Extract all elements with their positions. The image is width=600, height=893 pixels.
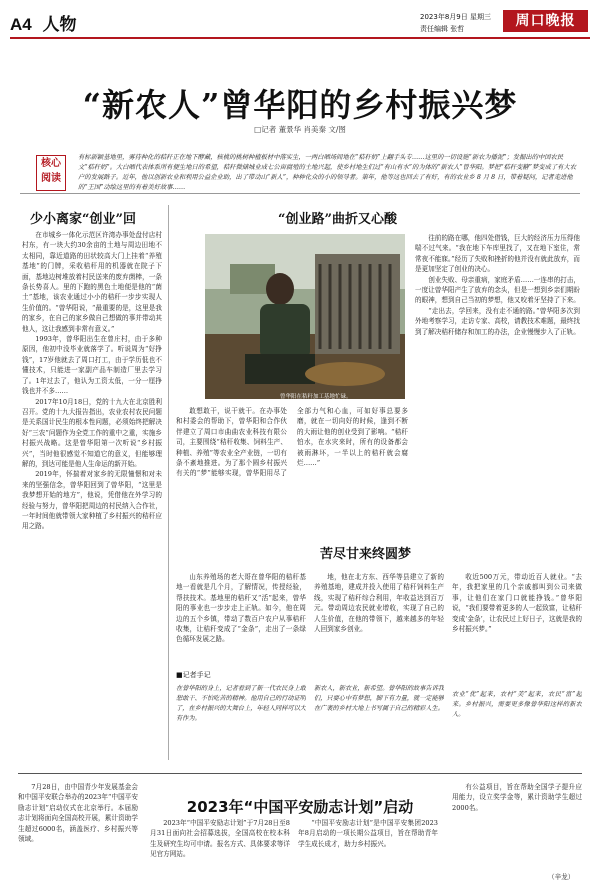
col1-paragraph: 2019年，怀揣着对家乡的无限憧憬和对未来的坚强信念，曾华阳回到了曾华阳，“这里是我梦想开始的地方”，他说，凭借他在外学习的经验与努力，曾华阳把周边的村民纳入合作社，一年时间他就带领大家种植了乡村振兴的秸秆应用之路。	[22, 470, 162, 531]
reporter-note-3: 农业“优”起来，农村“美”起来，农民“富”起来。乡村振兴，需要更多像曾华阳这样的新农人。	[452, 691, 582, 718]
col1-paragraph: 1993年，曾华阳出生在曾庄村，由于多种原因，他初中没毕业就落学了。听说周为“好挣钱”，17岁他就去了周口打工，由于学历低也不懂技术，只能进一家副产品车制造厂里去学习了。1年过去了，他认为工资太低，一分一厘挣钱也并不多……	[22, 335, 162, 396]
subhead-3: 苦尽甘来终圆梦	[320, 547, 412, 562]
bottom-mid-column-2	[298, 818, 438, 886]
responsible-editor: 责任编辑 张哲	[420, 25, 465, 33]
col1-paragraph: 2017年10月18日，党的十九大在北京胜利召开。党的十九大报告指出，农业农村农民问题是关系国计民生的根本性问题，必须始终把解决好“三农”问题作为全党工作的重中之重，实施乡村振兴战略。这是曾华阳第一次听说“乡村振兴”，当时他很感觉不知道它的意义，但能够理解的，到达可能是他人生命运的新开始。	[22, 397, 162, 468]
masthead-logo: 周口晚报	[503, 10, 588, 32]
column-6	[452, 572, 582, 682]
section-header	[10, 10, 76, 35]
header-rule	[10, 37, 590, 39]
page-number: A4	[10, 15, 32, 34]
column-4	[176, 572, 306, 662]
col4-paragraph: 山东养殖场的老大哥在曾华阳的秸秆基地一看就是几个月，了解情况，传授经验，帮扶技术。基地里的秸秆又“活”起来，曾华阳的事业也一步步走上正轨。如今，他在周边的五个乡镇，带动了数百户农户从事秸秆收集，让秸秆变成了“金条”，走出了一条绿色循环发展之路。	[176, 573, 306, 644]
bottom-mid-text-2: “中国平安励志计划”是中国平安集团2023年8月启动的一项长期公益项目，旨在帮助青年学生成长成才，助力乡村振兴。	[298, 819, 438, 848]
col5-paragraph: 地，他在北方东、西华等县建立了新的养殖基地，建成并投入使用了秸秆饲料生产线，实现了秸秆综合利用，年收益达到百万元。带动周边农民就业增收，实现了自己的人生价值，在他的带领下，越来越多的年轻人回到家乡创业。	[314, 573, 444, 634]
core-label-line2: 阅读	[41, 173, 61, 184]
intro-divider	[20, 193, 580, 194]
subhead-2: “创业路”曲折又心酸	[278, 212, 397, 227]
col1-paragraph: 在市城乡一体化示范区许湾办事处盘付店村村东，有一块大约30余亩的土地与周边田地不太相同，靠近道路的田状较高大门上挂着“养殖基地”的门牌，采收秸秆用的机器就在院子下面，基地边树堆放着村民送来的废弃菌棒，一条条长势喜人。里的下跑的黑色土地便是他的“菌土”基地，该农业通过小小的秸秆一步步实现人生价值的。“曾华阳说，“最重要的是，这里是我的家乡，在自己的家乡做自己想做的事并带动其他人，这让我感到非常有意义。”	[22, 231, 162, 333]
col3-paragraph: 创业失败、母亲重病，家庭矛盾……一连串的打击，一度让曾华阳产生了放弃的念头，但是一想到乡亲们期盼的眼神，想到自己当初的梦想，他又咬着牙坚持了下来。	[415, 275, 580, 305]
issue-date: 2023年8月9日 星期三	[420, 13, 491, 21]
col2-paragraph: 敢想敢干，说干就干。在办事处和村委会的帮助下，曾华阳和合作伙伴建立了周口市曲曲农业科技有限公司，主要围绕“秸秆收集、饲料生产、种植、养殖”等农业全产业链，一切有条不紊地推进。为了那个圆乡村振兴有关的“梦”能够实现，曾华阳用尽了全部力气和心血，可如好事总要多磨，就在一切向好的时候，逢到不断的大雨让他的创业受到了影响。“秸秆怕水，在水灾来时，所有的设备都会被雨淋坏，一半以上的秸秆就会腐烂……”	[176, 407, 408, 478]
core-reading-label	[36, 155, 66, 191]
column-divider	[168, 205, 169, 760]
column-3	[415, 233, 580, 533]
section-name: 人物	[42, 15, 77, 34]
bottom-left-text: 7月28日，由中国青少年发展基金会和中国平安联合举办的2023年“中国平安励志计划”启动仪式在北京举行。本届励志计划将面向全国高校开展，累计资助学生超过6000名，涵盖医疗、乡村振兴等领域。	[18, 783, 138, 844]
article-byline: □记者 董景华 肖美秦 文/图	[254, 125, 346, 134]
bottom-signature: （辛龙）	[548, 873, 575, 881]
col3-paragraph: 往前的路在哪，他四处借钱，巨大的经济压力压得他喘不过气来。“我在地下车库里找了，又在地下室住，常常夜不能寐。”经历了失败和挫折的他并没有就此放弃，而是更加坚定了创业的决心。	[415, 234, 580, 274]
photo-illustration	[205, 234, 405, 399]
bottom-right-column	[452, 782, 582, 872]
column-5	[314, 572, 444, 662]
col6-paragraph: 收近500万元，带动近百人就业。“去年，我把家里的几个亲戚都叫到公司来做事，让他们在家门口就能挣钱。”曾华阳说，“我们要带着更多的人一起致富，让秸秆变成‘金条’，让农民过上好日子，这就是我的乡村振兴梦。”	[452, 573, 582, 634]
bottom-divider	[18, 773, 582, 774]
article-intro: 有标新颖基地里，雾待种化的秸秆正在地下酵藏，核桃的桃树种植板材中落实生，一两白晒场间地在“秸秆奶”上翻手头专……这里的一切设施“新农为播泥”；发掘出的中国农民文“秸秆奶”。大白晒代表体系所有便生地日的希望，秸秆微储城业成七公亩腐殖的土地兴起，使乡村地生们过“有山有水”的为体的“新农人”曾华阳。梦把“秸秆变糖”梦变成了有大农户的发展路子。近年，他以创新农业和利用公益企业助，出了带动山“新人”，种种化众的小的领导者。第年，他等这也回去了有好，有的农业乡 8 月 8 日，带着疑问，记者走进他的“王国”动绘这里的有着美好故事……	[78, 154, 577, 191]
article-headline: “新农人”曾华阳的乡村振兴梦	[82, 86, 518, 124]
column-1	[22, 230, 162, 650]
article-photo	[205, 234, 405, 399]
reporter-note-2: 新农人，新农业，新希望。曾华阳的故事告诉我们，只要心中有梦想，脚下有力量，就一定能够在广袤的乡村大地上书写属于自己的精彩人生。	[314, 685, 444, 712]
bottom-article-title: 2023年“中国平安励志计划”启动	[186, 798, 414, 816]
bottom-right-text: 有公益项目，旨在帮助全国学子提升应用能力，设立奖学金等，累计资助学生超过2000名。	[452, 783, 582, 812]
reporter-note-1: 在曾华阳的身上，记者看到了新一代农民身上敢想敢干、不怕吃苦的精神。他用自己的行动证明了，在乡村振兴的大舞台上，年轻人同样可以大有作为。	[176, 685, 306, 722]
subhead-1: 少小离家“创业”回	[30, 212, 136, 227]
reporter-note-label: ■记者手记	[176, 671, 211, 679]
col3-paragraph: “走出去，学回来，没有走不通的路。”曾华阳多次到外地考察学习，走访专家、高校，请教技术难题，最终找到了解决秸秆储存和加工的办法，企业慢慢步入了正轨。	[415, 306, 580, 336]
bottom-mid-text-1: 2023年“中国平安励志计划”于7月28日至8月31日面向社会招募选拔，全国高校在校本科生及研究生均可申请。报名方式、具体要求等详见官方网站。	[150, 819, 290, 859]
core-label-line1: 核心	[41, 158, 61, 169]
column-2	[176, 406, 408, 526]
photo-caption: 曾华阳在秸秆加工基地忙碌。	[280, 394, 352, 400]
bottom-mid-column-1	[150, 818, 290, 886]
